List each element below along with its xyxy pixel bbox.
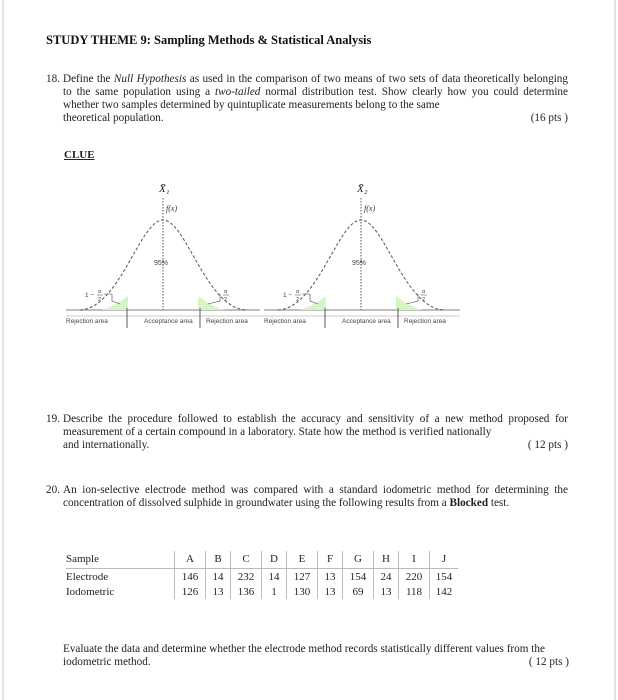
svg-text:2: 2 (224, 297, 228, 303)
svg-text:Rejection area: Rejection area (264, 318, 306, 325)
question-number: 19. (46, 413, 60, 425)
svg-text:Rejection area: Rejection area (66, 318, 108, 325)
svg-text:Rejection area: Rejection area (404, 318, 446, 325)
question-18 (46, 73, 568, 125)
svg-text:Rejection area: Rejection area (206, 318, 248, 325)
normal-distribution-figure (60, 160, 480, 340)
svg-text:f(x): f(x) (166, 204, 178, 213)
document-title: STUDY THEME 9: Sampling Methods & Statistical Analysis (46, 33, 372, 47)
question-20 (46, 484, 568, 510)
page-edge-left (2, 0, 4, 700)
svg-text:2: 2 (296, 297, 300, 303)
question-text: An ion-selective electrode method was compared with a standard iodometric method for determining the concentration of dissolved sulphide in groundwater using the following results from a Blocked test. (63, 484, 568, 509)
points-label: ( 12 pts ) (528, 656, 569, 668)
svg-text:α: α (224, 289, 228, 295)
question-text: Describe the procedure followed to establish the accuracy and sensitivity of a new method proposed for measurement of a certain compound in a laboratory. State how the method is verified nationally and internationally. ( 12 pts ) (63, 413, 568, 451)
svg-text:2: 2 (98, 297, 102, 303)
svg-text:α: α (296, 289, 300, 295)
table-row: Iodometric 126 13 136 1 130 13 69 13 118 142 (66, 584, 458, 599)
question-19 (46, 413, 568, 452)
page-edge-right (614, 0, 616, 700)
svg-text:Acceptance area: Acceptance area (144, 318, 193, 325)
blocked-term: Blocked (449, 497, 489, 509)
svg-text:α: α (422, 289, 426, 295)
clue-heading: CLUE (64, 149, 95, 161)
svg-text:1 −: 1 − (85, 292, 95, 299)
points-label: (16 pts ) (530, 112, 568, 124)
two-tailed-term: two-tailed (215, 86, 261, 98)
evaluate-instruction: Evaluate the data and determine whether the electrode method records statistically different values from the iodometric method. ( 12 pts ) (63, 643, 569, 668)
mean-label-1: X̄₁ (159, 183, 170, 195)
table-row: Electrode 146 14 232 14 127 13 154 24 220 154 (66, 569, 458, 585)
points-label: ( 12 pts ) (527, 439, 568, 451)
svg-text:Acceptance area: Acceptance area (342, 318, 391, 325)
question-number: 20. (46, 484, 60, 496)
question-number: 18. (46, 73, 60, 85)
svg-text:95%: 95% (154, 260, 169, 267)
svg-text:2: 2 (422, 297, 426, 303)
results-table (66, 551, 458, 599)
null-hypothesis-term: Null Hypothesis (113, 73, 187, 85)
svg-text:f(x): f(x) (364, 204, 376, 213)
question-text: Define the Null Hypothesis as used in the comparison of two means of two sets of data theoretically belonging to the same population using a two-tailed normal distribution test. Show clearly how you could determine whether two samples determined by quintuplicate measurements belong to the same theoretical population. (16 pts ) (63, 73, 568, 124)
svg-text:α: α (98, 289, 102, 295)
mean-label-2: X̄₂ (357, 183, 368, 195)
svg-text:95%: 95% (352, 260, 367, 267)
table-header-row: Sample A B C D E F G H I J (66, 551, 458, 569)
svg-text:1 −: 1 − (283, 292, 293, 299)
